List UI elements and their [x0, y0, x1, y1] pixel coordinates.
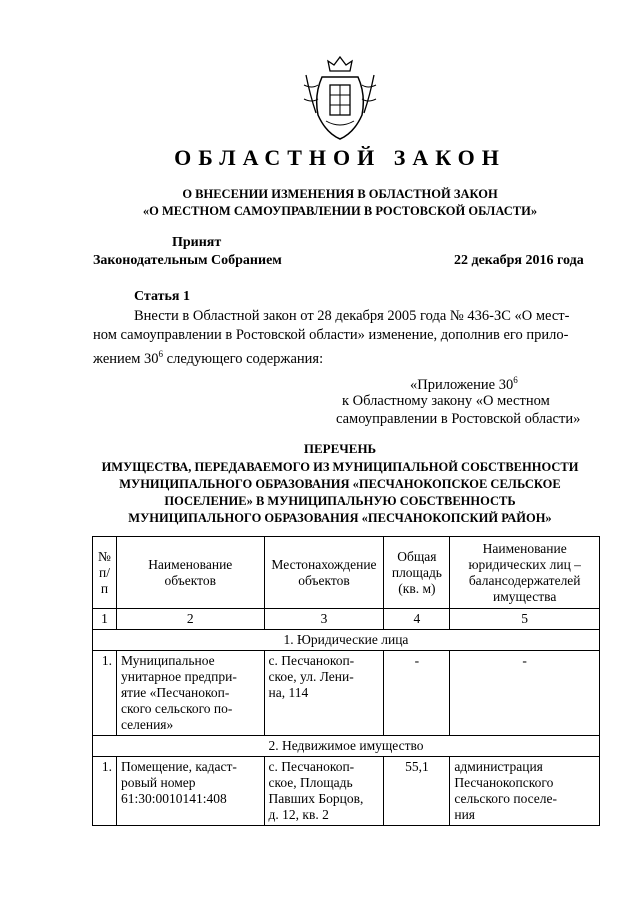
row-number: 1. — [93, 757, 117, 826]
property-table — [92, 536, 600, 826]
column-number: 1 — [93, 609, 117, 630]
column-number-row — [93, 609, 600, 630]
header-area: Общая площадь (кв. м) — [384, 537, 450, 609]
paragraph-line1: Внести в Областной закон от 28 декабря 2005 года № 436-ЗС «О мест- — [134, 308, 570, 324]
header-holder: Наименование юридических лиц – балансодержателей имущества — [450, 537, 600, 609]
list-title: ПЕРЕЧЕНЬ — [303, 441, 377, 456]
appendix-line2: к Областному закону «О местном — [342, 393, 550, 409]
table-row — [93, 757, 600, 826]
column-number: 2 — [116, 609, 264, 630]
object-area: - — [384, 651, 450, 736]
column-number: 5 — [450, 609, 600, 630]
section-row-legal-entities — [93, 630, 600, 651]
section-row-real-estate — [93, 736, 600, 757]
list-subtitle-line2: МУНИЦИПАЛЬНОГО ОБРАЗОВАНИЯ «ПЕСЧАНОКОПСКОЕ СЕЛЬСКОЕ — [119, 477, 561, 491]
appendix-title: «Приложение $30^6$ — [410, 375, 518, 393]
object-name: Муниципальное унитарное предпри- ятие «Песчанокоп- ского сельского по- селения» — [116, 651, 264, 736]
object-holder: администрация Песчанокопского сельского поселе- ния — [450, 757, 600, 826]
object-location: с. Песчанокоп- ское, ул. Лени- на, 114 — [264, 651, 384, 736]
adopted-label: Принят — [172, 235, 222, 250]
object-name: Помещение, кадаст- ровый номер 61:30:0010141:408 — [116, 757, 264, 826]
appendix-line3: самоуправлении в Ростовской области» — [336, 411, 581, 427]
row-number: 1. — [93, 651, 117, 736]
article-title: Статья 1 — [134, 289, 190, 304]
list-subtitle-line3: ПОСЕЛЕНИЕ» В МУНИЦИПАЛЬНУЮ СОБСТВЕННОСТЬ — [164, 494, 516, 508]
document-title: ОБЛАСТНОЙ ЗАКОН — [174, 145, 506, 170]
object-location: с. Песчанокоп- ское, Площадь Павших Борцов, д. 12, кв. 2 — [264, 757, 384, 826]
table-row — [93, 651, 600, 736]
object-holder: - — [450, 651, 600, 736]
section-title: 1. Юридические лица — [93, 630, 600, 651]
column-number: 4 — [384, 609, 450, 630]
header-name: Наименование объектов — [116, 537, 264, 609]
list-subtitle-line4: МУНИЦИПАЛЬНОГО ОБРАЗОВАНИЯ «ПЕСЧАНОКОПСКИЙ РАЙОН» — [128, 511, 552, 525]
document-subtitle-line1: О ВНЕСЕНИИ ИЗМЕНЕНИЯ В ОБЛАСТНОЙ ЗАКОН — [182, 187, 498, 201]
document-subtitle-line2: «О МЕСТНОМ САМОУПРАВЛЕНИИ В РОСТОВСКОЙ ОБЛАСТИ» — [142, 204, 538, 218]
table-header-row — [93, 537, 600, 609]
object-area: 55,1 — [384, 757, 450, 826]
section-title: 2. Недвижимое имущество — [93, 736, 600, 757]
paragraph-line3: жением $30^6$ следующего содержания: — [93, 349, 324, 367]
header-number: № п/п — [93, 537, 117, 609]
paragraph-line2: ном самоуправлении в Ростовской области» изменение, дополнив его прило- — [93, 327, 569, 343]
adopted-by: Законодательным Собранием — [93, 253, 282, 268]
list-subtitle-line1: ИМУЩЕСТВА, ПЕРЕДАВАЕМОГО ИЗ МУНИЦИПАЛЬНОЙ СОБСТВЕННОСТИ — [101, 460, 579, 474]
header-location: Местонахождение объектов — [264, 537, 384, 609]
adopted-date: 22 декабря 2016 года — [454, 253, 584, 268]
column-number: 3 — [264, 609, 384, 630]
coat-of-arms-emblem — [300, 55, 380, 143]
